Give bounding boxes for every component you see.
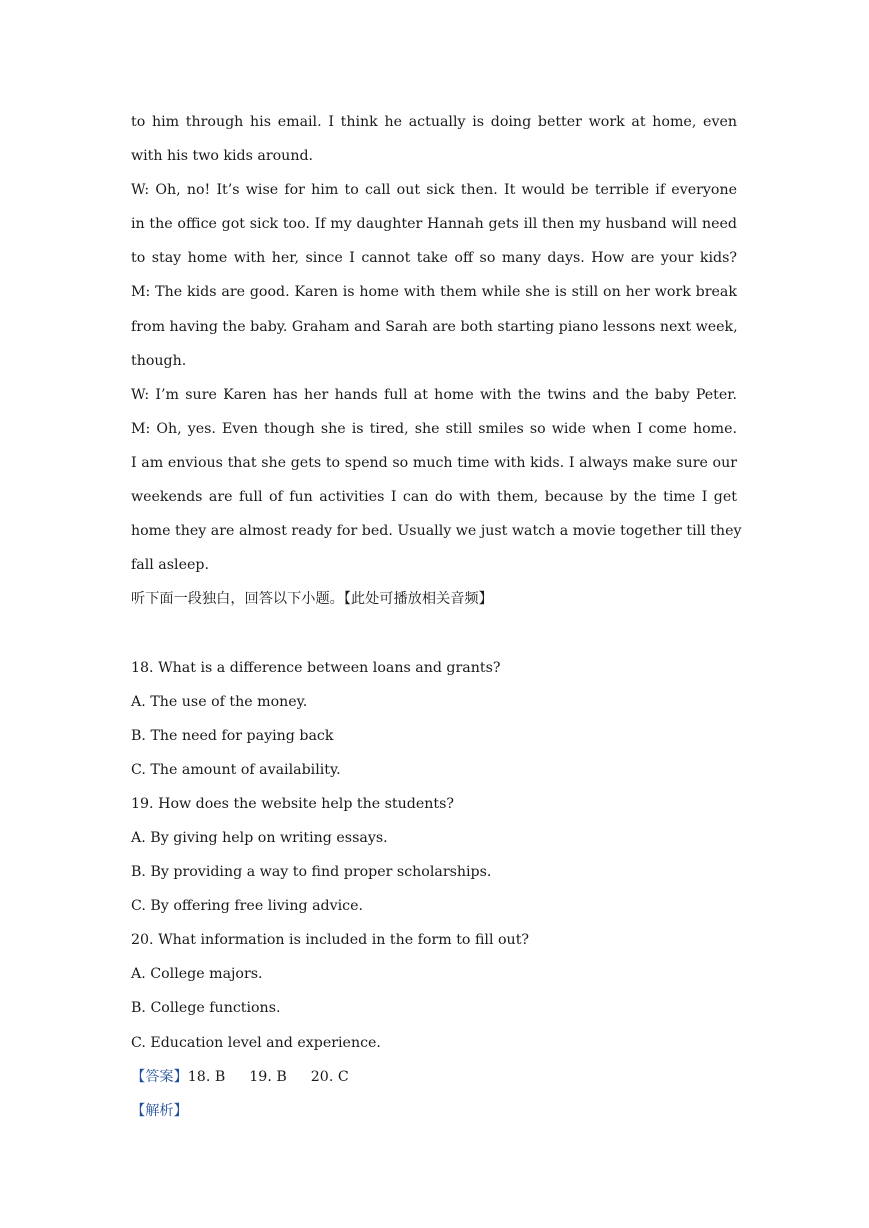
- dialogue-line: in the office got sick too. If my daughter Hannah gets ill then my husband will need: [131, 216, 737, 233]
- analysis-label: 【解析】: [131, 1102, 188, 1119]
- dialogue-line: from having the baby. Graham and Sarah are both starting piano lessons next week,: [131, 318, 738, 335]
- question-option: B. The need for paying back: [131, 727, 334, 744]
- dialogue-line: home they are almost ready for bed. Usually we just watch a movie together till they: [131, 523, 742, 540]
- dialogue-line: though.: [131, 352, 187, 369]
- dialogue-line: W: I’m sure Karen has her hands full at home with the twins and the baby Peter.: [131, 386, 737, 403]
- document-text: [131, 108, 742, 1131]
- answer-item: 19. B: [249, 1068, 287, 1085]
- spacer: [131, 619, 737, 653]
- dialogue-line: M: The kids are good. Karen is home with them while she is still on her work break: [131, 284, 737, 301]
- dialogue-line: M: Oh, yes. Even though she is tired, she still smiles so wide when I come home.: [131, 420, 737, 437]
- question-option: C. Education level and experience.: [131, 1034, 381, 1051]
- question-option: B. College functions.: [131, 1000, 281, 1017]
- analysis-line: [131, 1097, 737, 1131]
- question-stem: 18. What is a difference between loans and grants?: [131, 659, 501, 676]
- dialogue-line: fall asleep.: [131, 557, 209, 574]
- answer-item: 20. C: [310, 1068, 349, 1085]
- dialogue-line: I am envious that she gets to spend so much time with kids. I always make sure our: [131, 454, 737, 471]
- answer-label: 【答案】: [131, 1068, 188, 1085]
- question-option: C. The amount of availability.: [131, 761, 341, 778]
- dialogue-line: to stay home with her, since I cannot take off so many days. How are your kids?: [131, 250, 737, 267]
- question-option: A. College majors.: [131, 966, 263, 983]
- dialogue-line: with his two kids around.: [131, 148, 314, 165]
- question-option: A. By giving help on writing essays.: [131, 829, 388, 846]
- question-option: B. By providing a way to find proper scholarships.: [131, 864, 492, 881]
- dialogue-line: weekends are full of fun activities I can do with them, because by the time I get: [131, 489, 737, 506]
- dialogue-line: W: Oh, no! It’s wise for him to call out sick then. It would be terrible if everyone: [131, 182, 737, 199]
- question-stem: 20. What information is included in the form to fill out?: [131, 932, 529, 949]
- question-stem: 19. How does the website help the students?: [131, 795, 454, 812]
- listening-instruction: 听下面一段独白，回答以下小题。【此处可播放相关音频】: [131, 591, 493, 608]
- question-option: C. By offering free living advice.: [131, 898, 364, 915]
- answer-item: 18. B: [187, 1068, 226, 1085]
- dialogue-line: to him through his email. I think he actually is doing better work at home, even: [131, 114, 737, 130]
- question-option: A. The use of the money.: [131, 693, 308, 710]
- answer-line: [131, 1063, 737, 1097]
